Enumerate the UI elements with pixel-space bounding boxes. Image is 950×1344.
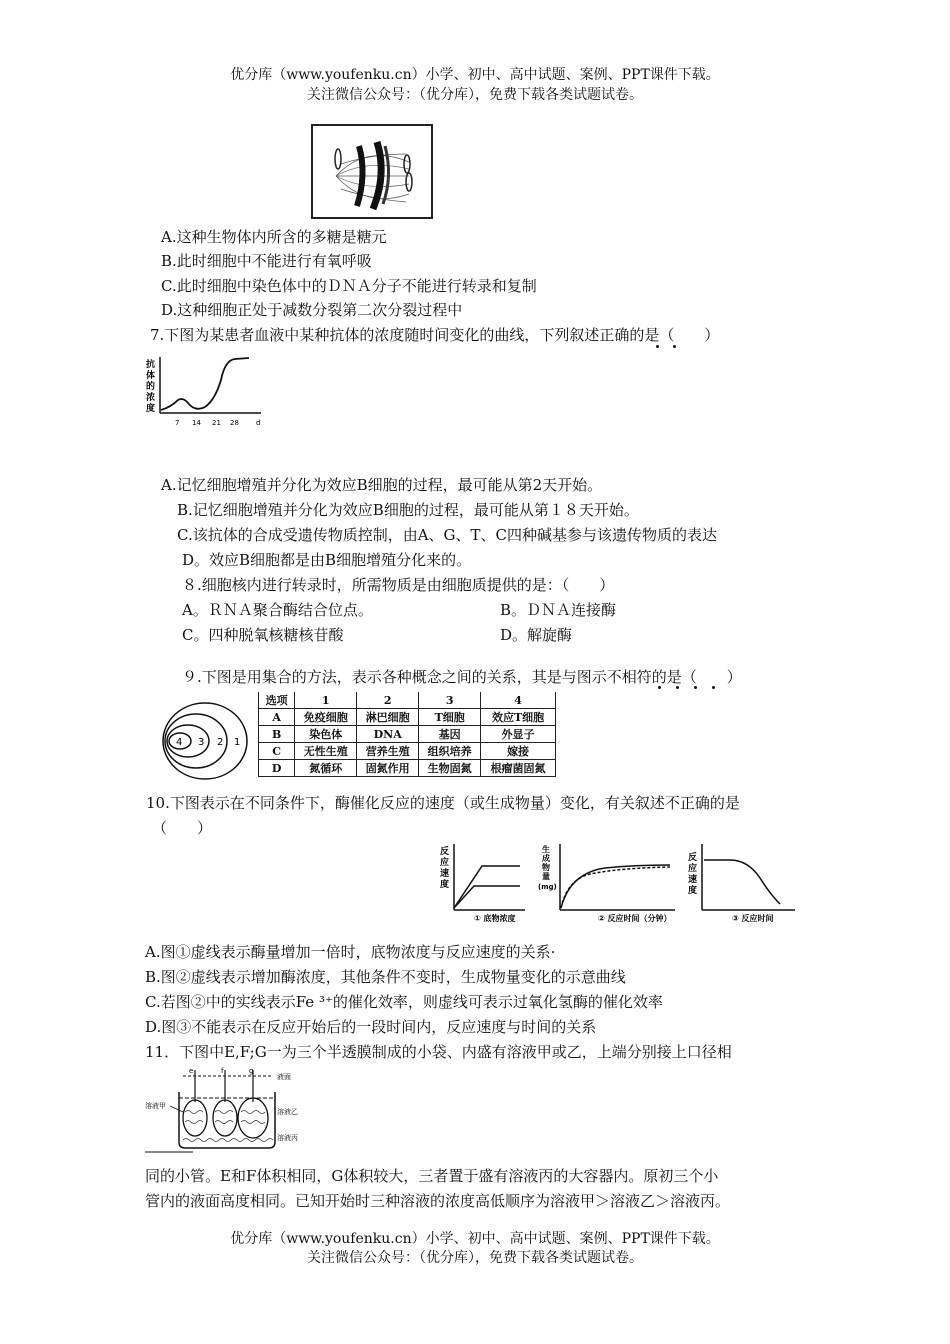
q7-option-b: B.记忆细胞增殖并分化为效应B细胞的过程，最可能从第１８天开始。 — [177, 501, 639, 519]
table-cell: 生物固氮 — [419, 760, 481, 777]
table-cell: 无性生殖 — [295, 743, 357, 760]
table-cell: 组织培养 — [419, 743, 481, 760]
set-label-4: 4 — [176, 737, 183, 748]
table-row — [259, 743, 556, 760]
antibody-concentration-chart — [143, 355, 268, 430]
q7-option-a: A.记忆细胞增殖并分化为效应B细胞的过程，最可能从第2天开始。 — [161, 476, 603, 494]
table-header-cell: 1 — [295, 692, 357, 709]
tube-label-g: g — [249, 1067, 254, 1075]
svg-text:量: 量 — [542, 872, 550, 881]
osmosis-bags-figure — [143, 1064, 313, 1154]
solution-a-label: 溶液甲 — [145, 1102, 166, 1110]
table-cell: B — [259, 726, 295, 743]
emphasis-dot — [658, 686, 661, 689]
q9-stem: ９.下图是用集合的方法，表示各种概念之间的关系，其是与图示不相符的是（ ） — [182, 668, 742, 686]
table-cell: C — [259, 743, 295, 760]
svg-text:度: 度 — [688, 886, 698, 896]
svg-text:物: 物 — [542, 863, 550, 872]
chart-2-caption: ② 反应时间（分钟） — [598, 914, 672, 923]
table-cell: 固氮作用 — [357, 760, 419, 777]
chart-tick-7: 7 — [175, 419, 180, 427]
chart-3 — [688, 844, 795, 923]
q8-option-a: A。ＲＮＡ聚合酶结合位点。 — [182, 601, 373, 619]
emphasis-dot — [694, 686, 697, 689]
table-cell: 营养生殖 — [357, 743, 419, 760]
chart-ylabel-4: 浓 — [146, 393, 156, 403]
q8-stem: ８.细胞核内进行转录时，所需物质是由细胞质提供的是：（ ） — [182, 576, 615, 594]
q6-option-d: D.这种细胞正处于减数分裂第二次分裂过程中 — [161, 301, 463, 319]
nested-set-diagram — [160, 697, 255, 782]
svg-text:应: 应 — [440, 858, 450, 868]
table-cell: T细胞 — [419, 709, 481, 726]
svg-text:成: 成 — [542, 854, 550, 863]
table-header-cell: 3 — [419, 692, 481, 709]
chart-ylabel-5: 度 — [146, 404, 156, 414]
chart-ylabel-3: 的 — [146, 382, 156, 392]
table-row — [259, 760, 556, 777]
svg-text:速: 速 — [440, 869, 450, 879]
set-label-3: 3 — [198, 737, 205, 748]
chart-tick-21: 21 — [212, 419, 221, 427]
svg-text:生: 生 — [542, 845, 550, 854]
table-cell: 效应T细胞 — [481, 709, 556, 726]
q10-stem-line-1: 10.下图表示在不同条件下，酶催化反应的速度（或生成物量）变化，有关叙述不正确的是 — [146, 794, 740, 812]
q7-option-d: D。效应B细胞都是由B细胞增殖分化来的。 — [182, 551, 472, 569]
q6-option-a: A.这种生物体内所含的多糖是糖元 — [161, 228, 387, 246]
emphasis-dot — [673, 345, 676, 348]
chart-tick-28: 28 — [230, 419, 239, 427]
q10-option-a: A.图①虚线表示酶量增加一倍时，底物浓度与反应速度的关系· — [145, 943, 556, 961]
table-row — [259, 709, 556, 726]
table-cell: A — [259, 709, 295, 726]
chart-tick-d: d — [256, 419, 261, 427]
tube-label-f: f — [221, 1067, 224, 1075]
table-row — [259, 726, 556, 743]
q10-option-b: B.图②虚线表示增加酶浓度，其他条件不变时，生成物量变化的示意曲线 — [145, 968, 626, 986]
table-cell: 外显子 — [481, 726, 556, 743]
q10-option-d: D.图③不能表示在反应开始后的一段时间内，反应速度与时间的关系 — [145, 1018, 597, 1036]
q10-stem-line-2: （ ） — [152, 819, 213, 837]
header-line-1: 优分库（www.youfenku.cn）小学、初中、高中试题、案例、PPT课件下载。 — [230, 67, 720, 83]
solution-c-label: 溶液丙 — [277, 1134, 298, 1142]
footer-line-2: 关注微信公众号：（优分库），免费下载各类试题试卷。 — [307, 1250, 643, 1266]
set-label-1: 1 — [234, 737, 241, 748]
enzyme-reaction-charts — [430, 838, 805, 926]
emphasis-dot — [656, 345, 659, 348]
q10-option-c: C.若图②中的实线表示Fe ³⁺的催化效率，则虚线可表示过氧化氢酶的催化效率 — [145, 993, 663, 1011]
svg-text:速: 速 — [688, 875, 698, 885]
q8-option-c: C。四种脱氧核糖核苷酸 — [182, 626, 344, 644]
table-header-cell: 2 — [357, 692, 419, 709]
table-cell: DNA — [357, 726, 419, 743]
table-cell: 基因 — [419, 726, 481, 743]
table-header-cell: 4 — [481, 692, 556, 709]
q8-option-d: D。解旋酶 — [500, 626, 573, 644]
table-header-cell: 选项 — [259, 692, 295, 709]
q11-stem: 11．下图中E,F;G一为三个半透膜制成的小袋、内盛有溶液甲或乙，上端分别接上口径相 — [145, 1043, 732, 1061]
svg-text:应: 应 — [688, 864, 698, 874]
set-label-2: 2 — [217, 737, 224, 748]
emphasis-dot — [712, 686, 715, 689]
q6-option-c: C.此时细胞中染色体中的ＤＮＡ分子不能进行转录和复制 — [161, 277, 537, 295]
chart-ylabel-1: 抗 — [146, 360, 156, 370]
chart-1-caption: ① 底物浓度 — [474, 914, 516, 923]
chart-3-caption: ③ 反应时间 — [732, 914, 774, 923]
chart-ylabel-2: 体 — [146, 371, 156, 381]
q11-continuation-line-2: 管内的液面高度相同。已知开始时三种溶液的浓度高低顺序为溶液甲＞溶液乙＞溶液丙。 — [145, 1192, 731, 1210]
chart-tick-14: 14 — [192, 419, 201, 427]
footer-line-1: 优分库（www.youfenku.cn）小学、初中、高中试题、案例、PPT课件下载。 — [230, 1231, 720, 1247]
q7-stem: 7.下图为某患者血液中某种抗体的浓度随时间变化的曲线，下列叙述正确的是（ ） — [150, 326, 720, 344]
table-cell: 染色体 — [295, 726, 357, 743]
tube-label-e: e — [189, 1067, 194, 1075]
chart-1 — [440, 844, 525, 923]
q6-option-b: B.此时细胞中不能进行有氧呼吸 — [161, 252, 372, 270]
liquid-level-label: 液面 — [277, 1073, 291, 1081]
svg-text:(mg): (mg) — [538, 883, 557, 891]
q8-option-b: B。ＤＮＡ连接酶 — [500, 601, 617, 619]
header-line-2: 关注微信公众号：（优分库），免费下载各类试题试卷。 — [307, 87, 643, 103]
table-cell: 根瘤菌固氮 — [481, 760, 556, 777]
table-cell: 免疫细胞 — [295, 709, 357, 726]
svg-text:反: 反 — [440, 847, 450, 857]
svg-text:反: 反 — [688, 853, 698, 863]
cell-division-figure — [311, 124, 433, 219]
table-cell: 淋巴细胞 — [357, 709, 419, 726]
q11-continuation-line-1: 同的小管。E和F体积相同，G体积较大，三者置于盛有溶液丙的大容器内。原初三个小 — [145, 1167, 719, 1185]
svg-text:度: 度 — [440, 880, 450, 890]
q7-option-c: C.该抗体的合成受遗传物质控制，由A、G、T、C四种碱基参与该遗传物质的表达 — [177, 526, 718, 544]
solution-b-label: 溶液乙 — [277, 1108, 298, 1116]
table-header-row — [259, 692, 556, 709]
chart-2 — [538, 844, 675, 923]
table-cell: 嫁接 — [481, 743, 556, 760]
q9-options-table — [258, 692, 556, 777]
emphasis-dot — [676, 686, 679, 689]
table-cell: 氮循环 — [295, 760, 357, 777]
table-cell: D — [259, 760, 295, 777]
